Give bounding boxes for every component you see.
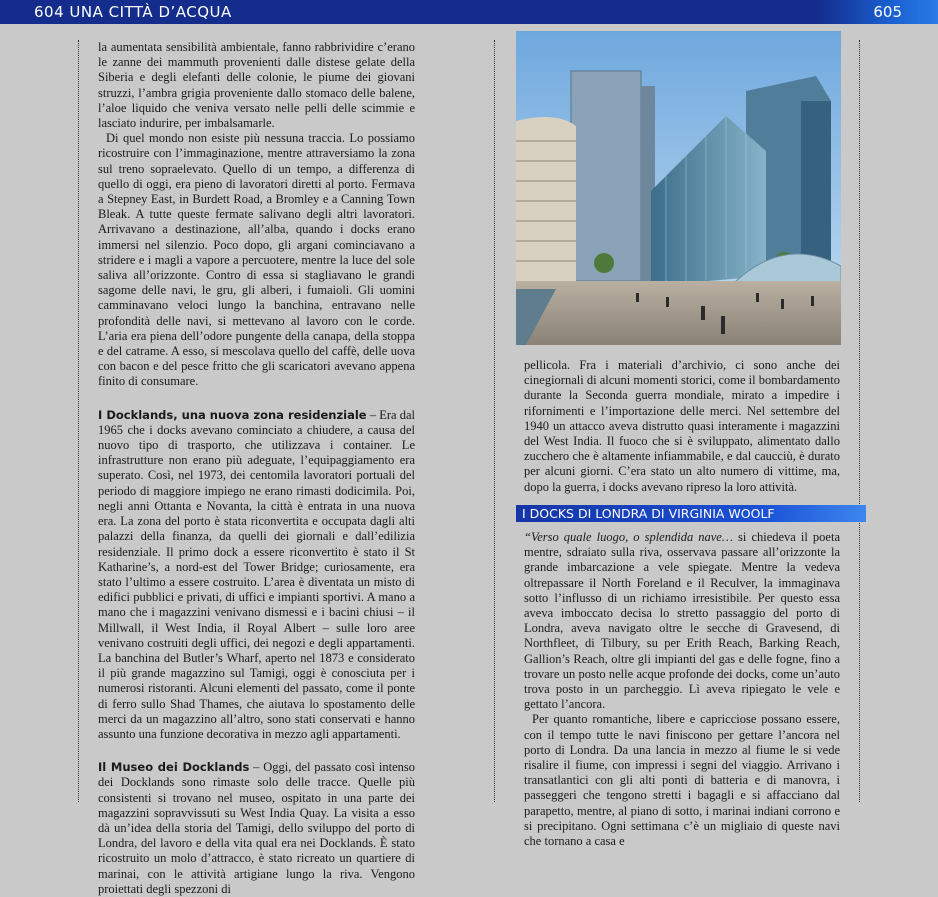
right-margin-rule	[859, 40, 860, 802]
right-text-column-upper	[524, 358, 840, 495]
paragraph: Di quel mondo non esiste più nessuna traccia. Lo possiamo ricostruire con l’immaginazione, mentre attraversiamo la zona sul treno sopraelevato. Quello di un tempo, a differenza di quello di oggi, era pieno di lavoratori diretti al porto. Fermava a Stepney East, in Burdett Road, a Bromley e a Canning Town Bleak. A tutte queste fermate salivano degli altri lavoratori. Arrivavano a destinazione, all’alba, quando i docks erano immersi nel silenzio. Poco dopo, gli argani cominciavano a stridere e i magli a vapore a percuotere, mentre la luce del sole saliva all’orizzonte. Contro di essa si stagliavano le grandi sagome delle navi, le gru, gli alberi, i fumaioli. Gli uomini camminavano veloci lungo la banchina, entravano nelle profondità delle navi, si mettevano al lavoro con le corde. L’aria era piena dell’odore pungente della canapa, della stoppa e del catrame. A esso, si mescolava quello del caffè, delle uova con bacon e del pesce fritto che gli scaricatori avevano appena finito di consumare.	[98, 131, 415, 389]
paragraph: Per quanto romantiche, libere e capricciose possano essere, con il tempo tutte le navi finiscono per gettare l’ancora nel porto di Londra. Da una lancia in mezzo al fiume le si vede risalire il fiume, con impressi i segni del viaggio. Arrivano i transatlantici con gli alti ponti di batteria e di manovra, i passeggeri che tengono stretti i bagagli e si affacciano dal parapetto, mentre, al piano di sotto, i marinai indiani corrono e si precipitano. Ogni settimana c’è un migliaio di queste navi che tornano a casa e	[524, 712, 840, 849]
section-title: I DOCKS DI LONDRA DI VIRGINIA WOOLF	[522, 506, 775, 521]
page-header-bar	[0, 0, 938, 24]
photo-illustration	[516, 31, 841, 345]
quote-italic: “Verso quale luogo, o splendida nave…	[524, 530, 733, 544]
subheading-docklands: I Docklands, una nuova zona residenziale	[98, 407, 367, 422]
paragraph: pellicola. Fra i materiali d’archivio, ci sono anche dei cinegiornali di alcuni momenti storici, come il bombardamento durante la Seconda guerra mondiale, mirato a impedire i rifornimenti e l’importazione delle merci. Nel settembre del 1940 un attacco aveva distrutto quasi interamente i magazzini del West India. Il fuoco che si è sviluppato, alimentato dallo zucchero che è altamente infiammabile, e dal caucciù, è durato per alcuni giorni. C’era stato un alto numero di vittime, ma, dopo la guerra, i docks avevano ripreso la loro attività.	[524, 358, 840, 494]
paragraph: la aumentata sensibilità ambientale, fanno rabbrividire c’erano le zanne dei mammuth provenienti dalle distese gelate della Siberia e degli elefanti delle colonie, le piume dei giovani struzzi, l’ambra grigia proveniente dallo stomaco delle balene, l’aloe liquido che veniva versato nelle pelli delle scimmie e lasciato indurire, per imbalsamarle.	[98, 40, 415, 131]
gutter-rule	[494, 40, 495, 802]
paragraph-museum	[98, 760, 415, 897]
paragraph-docklands	[98, 408, 415, 742]
paragraph-quote	[524, 530, 840, 712]
left-margin-rule	[78, 40, 79, 802]
quote-body: si chiedeva il poeta mentre, sdraiato sulla riva, osservava passare all’orizzonte la grande imbarcazione a vele spiegate. Mentre la vedeva oltrepassare il North Foreland e il Reculver, la immaginava sotto l’influsso di un richiamo irresistibile. Per questo essa aveva imboccato decisa lo stretto passaggio del porto di Londra, aveva navigato oltre le secche di Gravesend, di Northfleet, di Tilbury, su per Erith Reach, Barking Reach, Gallion’s Reach, oltre gli impianti del gas e delle fogne, fino a trovare un posto nelle acque profonde dei docks, come un’auto trova posto in un parcheggio. Lì aveva ripiegato le vele e gettato l’ancora.	[524, 530, 840, 712]
paragraph-museum-body: – Oggi, del passato così intenso dei Docklands sono rimaste solo delle tracce. Quelle più consistenti si trovano nel museo, ospitato in una parte dei magazzini sopravvissuti su West India Quay. La visita a esso dà un’idea della storia del Tamigi, dello sviluppo del porto di Londra, del lavoro e della vita qual era nei Docklands. È stato ricostruito un molo d’attracco, è stato ricreato un quartiere di marinai, con le attività artigiane lungo la riva. Vengono proiettati degli spezzoni di	[98, 760, 415, 896]
right-page-number: 605	[873, 3, 902, 21]
subheading-museum: Il Museo dei Docklands	[98, 760, 250, 775]
section-title-bar	[516, 505, 866, 522]
canary-wharf-photo	[516, 31, 841, 345]
paragraph-docklands-body: – Era dal 1965 che i docks avevano cominciato a chiudere, a causa del nuovo tipo di trasporto, che utilizzava i container. Le infrastrutture non erano più adeguate, l’equipaggiamento era superato. Così, nel 1973, dei centomila lavoratori portuali del periodo di maggiore impiego ne erano rimasti dodicimila. Poi, negli anni Ottanta e Novanta, la città è entrata in una nuova era. La zona del porto è stata riconvertita e occupata dagli alti palazzi della finanza, da quelli dei giornali e dall’edilizia residenziale. Il primo dock a essere riconvertito è stato il St Katharine’s, a nord-est del Tower Bridge; curiosamente, era stato l’ultimo a essere costruito. L’area è diventata un misto di edifici pubblici e privati, di uffici e impianti sportivi. A mano a mano che i magazzini venivano dismessi e i bacini chiusi – il Millwall, il West India, il Royal Albert – sulle loro aree venivano costruiti degli uffici, dei negozi e degli appartamenti. La banchina del Butler’s Wharf, aperto nel 1873 e considerato il più grande magazzino sul Tamigi, oggi è conosciuta per i numerosi ristoranti. Alcuni elementi del passato, come il ponte di ferro sullo Shad Thames, che aiutava lo spostamento delle merci da un magazzino all’altro, sono stati conservati e hanno assunto una funzione decorativa in mezzo agli appartamenti.	[98, 407, 415, 741]
right-text-column-lower	[524, 530, 840, 849]
left-text-column	[98, 40, 415, 897]
left-running-head: 604 UNA CITTÀ D’ACQUA	[34, 3, 232, 21]
